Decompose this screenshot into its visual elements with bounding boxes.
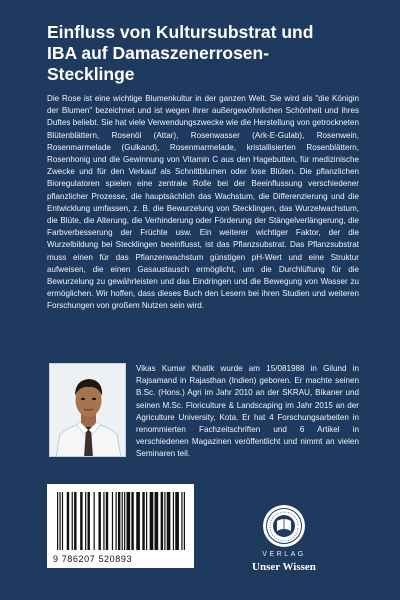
barcode-bar (131, 492, 133, 550)
title-line-1: Einfluss von Kultursubstrat und (47, 22, 314, 42)
barcode-bar (74, 492, 76, 550)
barcode-bar (175, 492, 179, 550)
book-title (47, 22, 377, 85)
barcode-bar (85, 492, 86, 550)
barcode-bar (184, 492, 185, 550)
barcode-bar (126, 492, 130, 550)
book-blurb: Die Rose ist eine wichtige Blumenkultur in der ganzen Welt. Sie wird als "die Königin der Blumen" bezeichnet und ist wegen ihrer außergewöhnlichen Schönheit und ihres Duftes beliebt. Sie hat viele Verwendungszwecke wie die Herstellung von getrockneten Blütenblättern, Rosenöl (Attar), Rosenwasser (Ark-E-Gulab), Rosenwein, Rosenmarmelade (Gulkand), Rosenmarmelade, kristallisierten Rosenblättern, Rosenhonig und die Gewinnung von Vitamin C aus den Hagebutten, für medizinische Zwecke und für den Verkauf als Schnittblumen oder lose Blüten. Die pflanzlichen Bioregulatoren spielen eine zentrale Rolle bei der Beeinflussung verschiedener pflanzlicher Prozesse, die hauptsächlich das Wachstum, die Differenzierung und die Entwicklung umfassen, z. B. die Bewurzelung von Stecklingen, das Wurzelwachstum, die Blüte, die Alterung, die Verhinderung oder Förderung der Stängelverlängerung, die Farbverbesserung der Früchte usw. Ein weiterer wichtiger Faktor, der die Wurzelbildung bei Stecklingen beeinflusst, ist das Pflanzsubstrat. Das Pflanzsubstrat muss einen für das Pflanzenwachstum günstigen pH-Wert und eine Struktur aufweisen, die einen Gasaustausch ermöglicht, um die Durchlüftung für die Bewurzelung zu gewährleisten und das Eindringen und die Bewegung von Wasser zu ermöglichen. Wir hoffen, dass dieses Buch den Lesern bei ihren Studien und weiteren Forschungen von großem Nutzen sein wird. (47, 94, 359, 311)
barcode-bar (122, 492, 123, 550)
barcode-bar (94, 492, 95, 550)
barcode-bar (59, 492, 60, 550)
barcode-bar (181, 492, 182, 550)
barcode-bar (72, 492, 73, 550)
barcode-bar (164, 492, 165, 550)
barcode-bar (146, 492, 147, 550)
barcode-bar (112, 492, 113, 550)
barcode-bar (116, 492, 117, 550)
isbn-barcode (47, 484, 194, 568)
barcode-bar (167, 492, 171, 550)
barcode-bar (67, 492, 69, 550)
barcode-bar (150, 492, 154, 550)
barcode-icon (47, 484, 194, 554)
author-portrait-icon (50, 364, 126, 457)
author-bio: Vikas Kumar Khatik wurde am 15/081988 in Gilund in Rajsamand in Rajasthan (Indien) geboren. Er machte seinen B.Sc. (Hons.) Agri im Jahr 2010 an der SKRAU, Bikaner und seinen M.Sc. Floriculture & Landscaping im Jahr 2015 an der Agriculture University, Kota. Er hat 4 Forschungsarbeiten in renommierten Fachzeitschriften und 6 Artikel in verschiedenen Magazinen veröffentlicht und nimmt an vielen Seminaren teil. (136, 364, 359, 459)
publisher-seal-icon (262, 504, 306, 548)
barcode-bar (106, 492, 108, 550)
isbn-number: 9 786207 520893 (53, 554, 133, 564)
barcode-bar (136, 492, 140, 550)
barcode-bar (173, 492, 174, 550)
barcode-bar (87, 492, 89, 550)
barcode-bar (161, 492, 163, 550)
title-line-3: Stecklinge (47, 64, 135, 84)
publisher-label: VERLAG (262, 551, 306, 558)
barcode-bar (98, 492, 100, 550)
barcode-bar (62, 492, 63, 550)
barcode-bar (80, 492, 82, 550)
barcode-bar (103, 492, 104, 550)
barcode-bar (142, 492, 144, 550)
barcode-bar (155, 492, 159, 550)
author-photo (49, 363, 126, 457)
barcode-bar (57, 492, 58, 550)
title-line-2: IBA auf Damaszenerrosen- (47, 43, 270, 63)
barcode-bar (124, 492, 125, 550)
publisher-name: Unser Wissen (252, 561, 316, 573)
barcode-bar (118, 492, 120, 550)
